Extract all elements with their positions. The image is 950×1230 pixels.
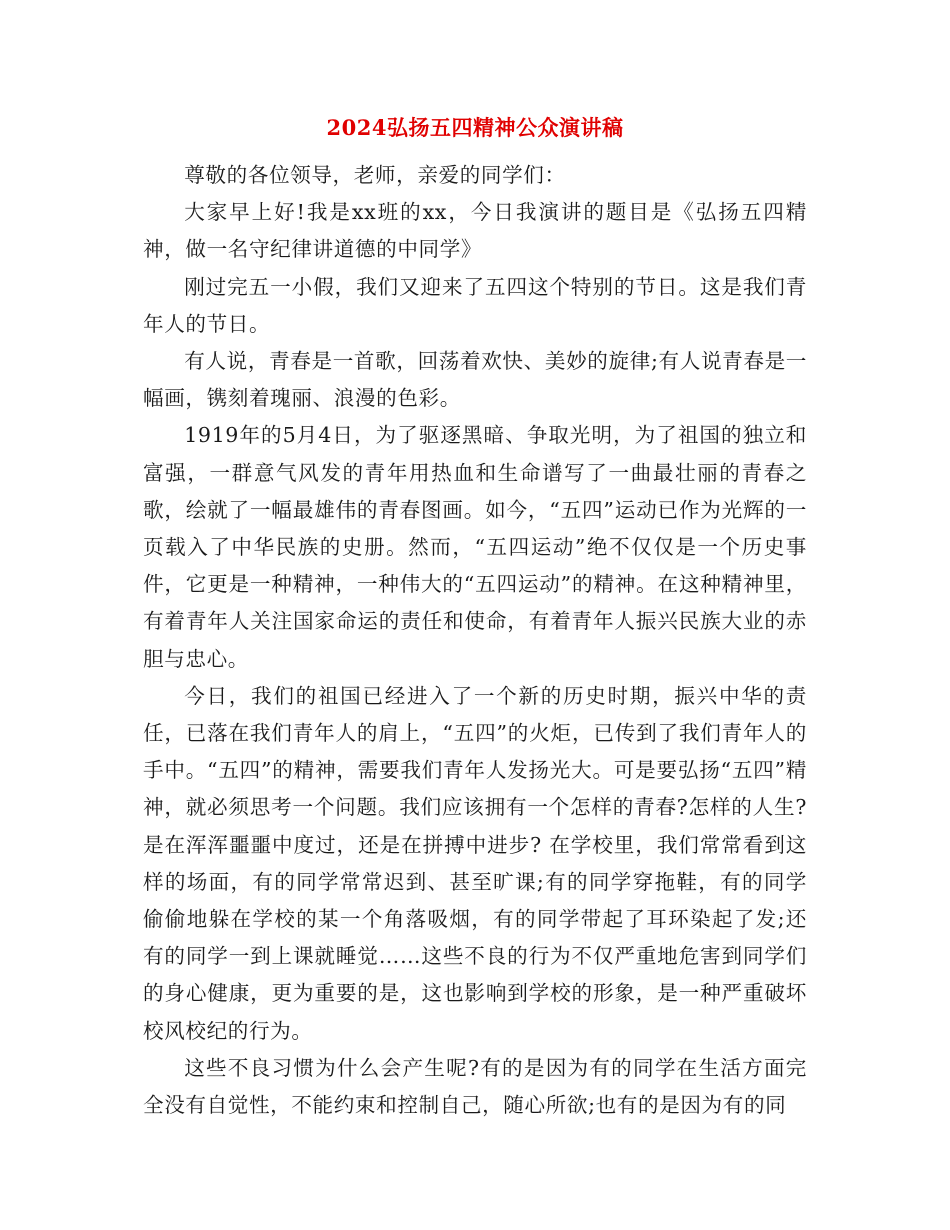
history-paragraph: 1919年的5月4日，为了驱逐黑暗、争取光明，为了祖国的独立和富强，一群意气风发的青年用热血和生命谱写了一曲最壮丽的青春之歌，绘就了一幅最雄伟的青春图画。如今，“五四”运动已作为光辉的一页载入了中华民族的史册。然而，“五四运动”绝不仅仅是一个历史事件，它更是一种精神，一种伟大的“五四运动”的精神。在这种精神里，有着青年人关注国家命运的责任和使命，有着青年人振兴民族大业的赤胆与忠心。	[143, 423, 807, 671]
youth-metaphor-paragraph: 有人说，青春是一首歌，回荡着欢快、美妙的旋律;有人说青春是一幅画，镌刻着瑰丽、浪漫的色彩。	[143, 349, 807, 411]
document-body	[143, 157, 807, 1124]
bad-habits-paragraph: 这些不良习惯为什么会产生呢?有的是因为有的同学在生活方面完全没有自觉性，不能约束和控制自己，随心所欲;也有的是因为有的同	[143, 1055, 807, 1118]
intro-paragraph: 大家早上好!我是xx班的xx，今日我演讲的题目是《弘扬五四精神，做一名守纪律讲道德的中同学》	[143, 200, 807, 262]
salutation-paragraph: 尊敬的各位领导，老师，亲爱的同学们：	[184, 163, 566, 187]
present-day-paragraph: 今日，我们的祖国已经进入了一个新的历史时期，振兴中华的责任，已落在我们青年人的肩上，“五四”的火炬，已传到了我们青年人的手中。“五四”的精神，需要我们青年人发扬光大。可是要弘扬“五四”精神，就必须思考一个问题。我们应该拥有一个怎样的青春?怎样的人生?是在浑浑噩噩中度过，还是在拼搏中进步? 在学校里，我们常常看到这样的场面，有的同学常常迟到、甚至旷课;有的同学穿拖鞋，有的同学偷偷地躲在学校的某一个角落吸烟，有的同学带起了耳环染起了发;还有的同学一到上课就睡觉……这些不良的行为不仅严重地危害到同学们的身心健康，更为重要的是，这也影响到学校的形象，是一种严重破坏校风校纪的行为。	[143, 683, 807, 1043]
document-title: 2024弘扬五四精神公众演讲稿	[326, 115, 624, 140]
holiday-paragraph: 刚过完五一小假，我们又迎来了五四这个特别的节日。这是我们青年人的节日。	[143, 274, 807, 336]
